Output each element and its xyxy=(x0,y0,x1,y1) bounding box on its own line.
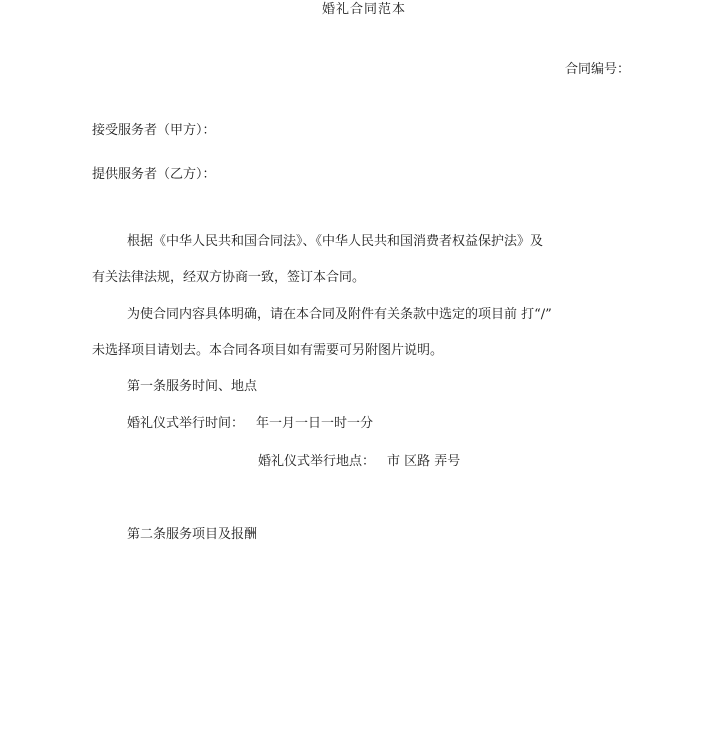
paragraph-1-line-2: 有关法律法规，经双方协商一致，签订本合同。 xyxy=(92,270,366,285)
party-a-label: 接受服务者（甲方）： xyxy=(92,123,216,138)
wedding-place-value: 市 区路 弄号 xyxy=(387,454,461,469)
wedding-time-row xyxy=(127,416,373,432)
article-1-title: 第一条服务时间、地点 xyxy=(127,379,258,394)
contract-number-label: 合同编号： xyxy=(565,62,631,77)
party-b-label: 提供服务者（乙方）： xyxy=(92,167,216,182)
wedding-time-label: 婚礼仪式举行时间： xyxy=(127,416,245,431)
wedding-place-label: 婚礼仪式举行地点： xyxy=(258,454,376,469)
document-title: 婚礼合同范本 xyxy=(322,2,407,17)
wedding-place-row xyxy=(258,454,460,470)
article-2-title: 第二条服务项目及报酬 xyxy=(127,527,258,542)
paragraph-1-line-1: 根据《中华人民共和国合同法》、《中华人民共和国消费者权益保护法》及 xyxy=(127,234,544,249)
wedding-time-value: 年一月一日一时一分 xyxy=(256,416,374,431)
paragraph-2-line-2: 未选择项目请划去。本合同各项目如有需要可另附图片说明。 xyxy=(92,343,444,358)
paragraph-2-line-1: 为使合同内容具体明确，请在本合同及附件有关条款中选定的项目前 打“/” xyxy=(127,307,552,322)
